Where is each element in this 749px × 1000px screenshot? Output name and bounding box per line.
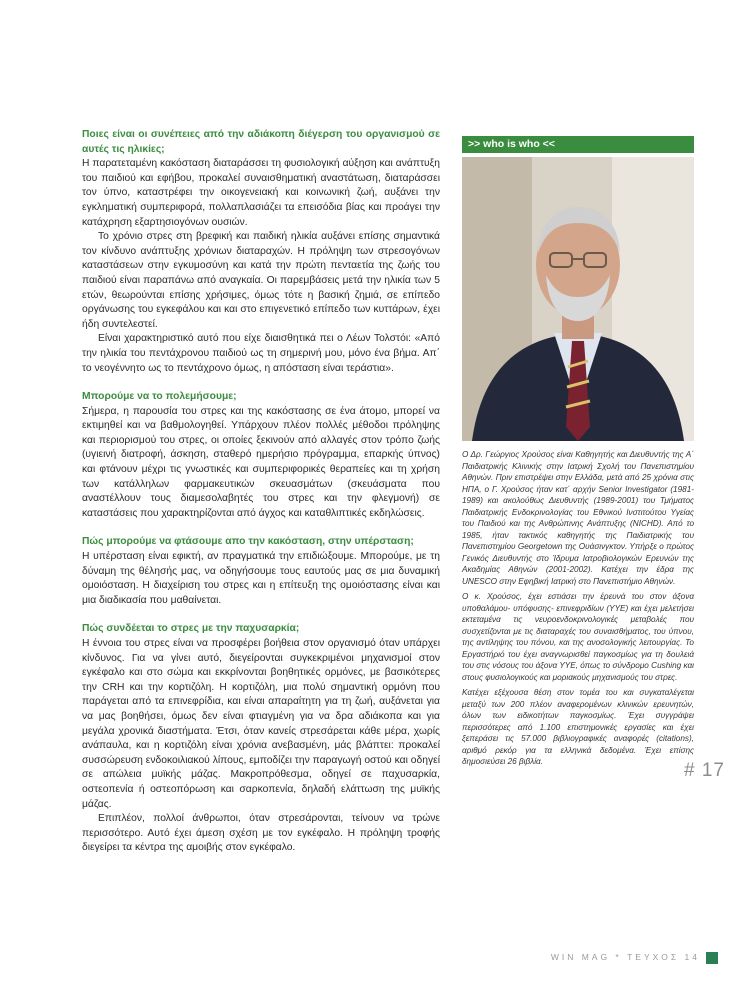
paragraph: Επιπλέον, πολλοί άνθρωποι, όταν στρεσάρονται, τείνουν να τρώνε περισσότερο. Αυτό έχει άμεση σχέση με τον εγκέφαλο. Η πρόληψη τροφής διεγείρει τα κέντρα της αμοιβής στον εγκέφαλο. (82, 813, 440, 854)
who-is-who-tag: >> who is who << (462, 136, 694, 153)
who-is-who-sidebar (462, 136, 694, 772)
article-body (82, 128, 440, 856)
section-heading: Μπορούμε να το πολεμήσουμε; (82, 391, 237, 403)
paragraph: Είναι χαρακτηριστικό αυτό που είχε διαισθητικά πει ο Λέων Τολστόι: «Από την ηλικία του πεντάχρονου παιδιού ως τη σημερινή μου, μόνο ένα βήμα. Απ΄ το νεογέννητο ως το πεντάχρονο όμως, η απόσταση είναι τεράστια». (82, 333, 440, 374)
bio-paragraph: Ο Δρ. Γεώργιος Χρούσος είναι Καθηγητής και Διευθυντής της Α΄ Παιδιατρικής Κλινικής στην Ιατρική Σχολή του Πανεπιστημίου Αθηνών. Πριν επιστρέψει στην Ελλάδα, μετά από 25 χρόνια στις ΗΠΑ, ο Γ. Χρούσος ήταν κατ΄ αρχήν Senior Investigator (1981- 1989) και ακολούθως Διευθυντής (1989-2001) του Τμήματος Παιδιατρικής Ενδοκρινολογίας του Εθνικού Ινστιτούτου Υγείας του Παιδιού και της Ανθρώπινης Ανάπτυξης (NICHD). Από το 1985, ήταν τακτικός καθηγητής της Παιδιατρικής του Πανεπιστημίου Georgetown της Ουάσινγκτον. Υπήρξε ο πρώτος Γενικός Διευθυντής στο Ίδρυμα Ιατροβιολογικών Ερευνών της Ακαδημίας Αθηνών (2001-2002). Κατέχει την έδρα της UNESCO στην Εφηβική Ιατρική στο Πανεπιστήμιο Αθηνών. (462, 450, 694, 586)
biography (462, 449, 694, 768)
footer-square-icon (706, 952, 718, 964)
paragraph: Η παρατεταμένη κακόσταση διαταράσσει τη φυσιολογική αύξηση και ανάπτυξη του παιδιού και εφήβου, προκαλεί συναισθηματική αναστάτωση, διαταράσσει τον ύπνο, καταστρέφει την οικογενειακή και κοινωνική ζωή, αυξάνει την εγκληματική συμπεριφορά, πολλαπλασιάζει τα επεισόδια βίας και προάγει την κατάχρηση εξαρτησιογόνων ουσιών. (82, 158, 440, 228)
paragraph: Σήμερα, η παρουσία του στρες και της κακόστασης σε ένα άτομο, μπορεί να εκτιμηθεί και να βαθμολογηθεί. Υπάρχουν πλέον πολλές μέθοδοι πρόληψης και περιορισμού του στρες, οι οποίες ξεκινούν από αλλαγές στον τρόπο ζωής (υγιεινή διατροφή, άσκηση, σταθερό ημερήσιο πρόγραμμα, επαρκής ύπνος) και φτάνουν μέχρι τις γνωστικές και συμπεριφορικές θεραπείες και τη χρήση των κατάλληλων φαρμακευτικών σκευασμάτων (σκευάσματα που αναστέλλουν τους διαμεσολαβητές του στρες και την φλεγμονή) σε καταστάσεις που χαρακτηρίζονται από άγχος και καταθλιπτικές εκδηλώσεις. (82, 405, 440, 519)
section-fight (82, 390, 440, 521)
portrait-photo (462, 157, 694, 441)
section-hyperstasis (82, 535, 440, 608)
page-number: # 17 (684, 760, 725, 781)
paragraph: Η υπέρσταση είναι εφικτή, αν πραγματικά την επιδιώξουμε. Μπορούμε, με τη δύναμη της θέλησής μας, να οδηγήσουμε τους εαυτούς μας σε μια δυναμική ομοιόσταση. Η διαχείριση του στρες και η επίτευξη της ομοιόστασης είναι και μια διαδικασία που μαθαίνεται. (82, 551, 440, 606)
portrait-illustration (462, 157, 694, 441)
bio-paragraph: Κατέχει εξέχουσα θέση στον τομέα του και συγκαταλέγεται μεταξύ των 200 πλέον αναφερομένων κλινικών ερευνητών, όλων των ειδικοτήτων παγκοσμίως. Έχει συγγράψει περισσότερες από 1.100 επιστημονικές εργασίες και έχει ξεπεράσει τις 57.000 βιβλιογραφικές αναφορές (citations), αριθμό ρεκόρ για τα ελληνικά δεδομένα. Έχει επίσης δημοσιεύσει 26 βιβλία. (462, 688, 694, 766)
section-consequences (82, 128, 440, 376)
paragraph: Η έννοια του στρες είναι να προσφέρει βοήθεια στον οργανισμό όταν υπάρχει κίνδυνος. Για να γίνει αυτό, διεγείρονται συγκεκριμένοι μηχανισμοί στον εγκέφαλο και στο σώμα και εκκρίνονται βοηθητικές ορμόνες, με βασικότερες την CRH και την κορτιζόλη. Η κορτιζόλη, μια πολύ σημαντική ορμόνη που παράγεται από τα επινεφρίδια, και είναι απαραίτητη για τη ζωή, αυξάνεται για να μας βοηθήσει, όμως δεν είναι φτιαγμένη για να δρα αδιάκοπα και για μεγάλα χρονικά διαστήματα. Έτσι, όταν κανείς στρεσάρεται κάθε μέρα, χωρίς ανάπαυλα, και η κορτιζόλη είναι χρόνια ανεβασμένη, μάς βλάπτει: προκαλεί συσσώρευση ενδοκοιλιακού λίπους, εμποδίζει την παραγωγή οστού και οδηγεί σε απώλεια μυϊκής μάζας. Μακροπρόθεσμα, οδηγεί σε παχυσαρκία, οστεοπενία ή οστεοπόρωση και σαρκοπενία, δηλαδή ελάττωση της μυϊκής μάζας. (82, 638, 440, 810)
section-heading: Πώς συνδέεται το στρες με την παχυσαρκία; (82, 623, 300, 635)
section-heading: Ποιες είναι οι συνέπειες από την αδιάκοπη διέγερση του οργανισμού σε αυτές τις ηλικίες; (82, 129, 440, 155)
bio-paragraph: Ο κ. Χρούσος, έχει εστιάσει την έρευνά του στον άξονα υποθαλάμου- υπόφυσης- επινεφριδίων (ΥΥΕ) και έχει μελετήσει εκτεταμένα τις νευροενδοκρινολογικές μεταβολές που συσχετίζονται με τις διαταραχές του συναισθήματος, του ύπνου, της αντίληψης του πόνου, και της ανοσολογικής λειτουργίας. Το Εργαστήριό του έχει αναγνωρισθεί παγκοσμίως για τη δουλειά του στις νόσους του άξονα ΥΥΕ, όπως το σύνδρομο Cushing και στους φυσιολογικούς και μοριακούς μηχανισμούς του στρες. (462, 592, 694, 682)
section-obesity (82, 622, 440, 856)
magazine-footer: WIN MAG * ΤΕΥΧΟΣ 14 (550, 952, 700, 962)
paragraph: Το χρόνιο στρες στη βρεφική και παιδική ηλικία αυξάνει επίσης σημαντικά τον κίνδυνο ανάπτυξης χρόνιων διαταραχών. Η πρόληψη των στρεσογόνων καταστάσεων στην εγκυμοσύνη και κατά την πρώτη πενταετία της ζωής του παιδιού είναι παραπάνω από αναγκαία. Οι παρεμβάσεις μετά την ηλικία των 5 ετών, θεωρούνται επίσης χρήσιμες, όμως τότε η βασική ζημιά, σε επίπεδο οργάνωσης του εγκεφάλου και και στο επιγενετικό επίπεδο των κυττάρων, έχει ήδη συντελεστεί. (82, 231, 440, 330)
section-heading: Πώς μπορούμε να φτάσουμε απο την κακόσταση, στην υπέρσταση; (82, 536, 414, 548)
